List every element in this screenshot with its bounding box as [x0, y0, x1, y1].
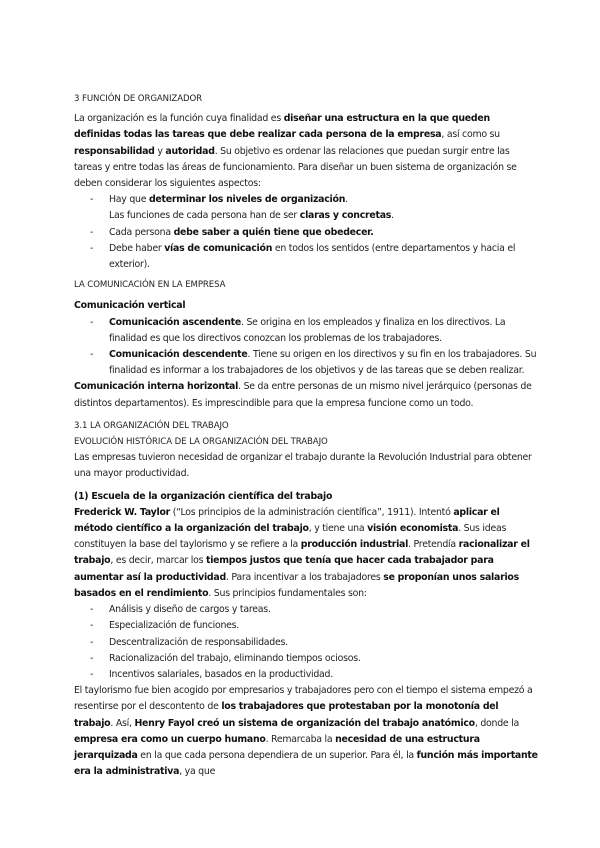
document-content: [74, 91, 538, 780]
section-heading: LA COMUNICACIÓN EN LA EMPRESA: [74, 280, 226, 291]
list-item: - Comunicación ascendente. Se origina en los empleados y finaliza en los directivos. La finalidad es que los directivos conozcan los problemas de los trabajadores.: [90, 316, 506, 344]
list-item: - Comunicación descendente. Tiene su origen en los directivos y su fin en los trabajadores. Su finalidad es informar a los trabajadores de los objetivos y de las tareas que se deben realizar.: [90, 349, 537, 377]
section-heading: 3 FUNCIÓN DE ORGANIZADOR: [74, 94, 203, 104]
list-item: - Análisis y diseño de cargos y tareas.: [90, 604, 271, 616]
list-item: - Incentivos salariales, basados en la productividad.: [90, 668, 333, 680]
list-item: - Descentralización de responsabilidades.: [90, 636, 288, 648]
subheading: (1) Escuela de la organización científica del trabajo: [74, 490, 333, 502]
list-item: - Especialización de funciones.: [90, 620, 240, 632]
paragraph-horizontal: Comunicación interna horizontal. Se da entre personas de un mismo nivel jerárquico (personas de distintos departamentos). Es imprescindible para que la empresa funcione como un todo.: [74, 381, 532, 409]
paragraph-organization: La organización es la función cuya finalidad es diseñar una estructura en la que queden definidas todas las tareas que debe realizar cada persona de la empresa, así como su responsabilidad y autoridad. Su objetivo es ordenar las relaciones que puedan surgir entre las tareas y entre todas las áreas de funcionamiento. Para diseñar un buen sistema de organización se deben considerar los siguientes aspectos:: [74, 113, 517, 190]
paragraph-fayol: El taylorismo fue bien acogido por empresarios y trabajadores pero con el tiempo el sistema empezó a resentirse por el descontento de los trabajadores que protestaban por la monotonía del trabajo. Así, Henry Fayol creó un sistema de organización del trabajo anatómico, donde la empresa era como un cuerpo humano. Remarcaba la necesidad de una estructura jerarquizada en la que cada persona dependiera de un superior. Para él, la función más importante era la administrativa, ya que: [74, 685, 538, 778]
paragraph-evolution: Las empresas tuvieron necesidad de organizar el trabajo durante la Revolución Industrial para obtener una mayor productividad.: [74, 452, 532, 480]
list-item: - Racionalización del trabajo, eliminando tiempos ociosos.: [90, 652, 361, 664]
section-heading: EVOLUCIÓN HISTÓRICA DE LA ORGANIZACIÓN DEL TRABAJO: [74, 437, 328, 448]
subheading: Comunicación vertical: [74, 300, 186, 312]
paragraph-taylor: Frederick W. Taylor (“Los principios de la administración científica”, 1911). Intentó aplicar el método científico a la organización del trabajo, y tiene una visión economista. Sus ideas constituyen la base del taylorismo y se refiere a la producción industrial. Pretendía racionalizar el trabajo, es decir, marcar los tiempos justos que tenía que hacer cada trabajador para aumentar así la productividad. Para incentivar a los trabajadores se proponían unos salarios basados en el rendimiento. Sus principios fundamentales son:: [74, 506, 530, 599]
list-item: - Hay que determinar los niveles de organización.: [90, 194, 348, 206]
section-heading: 3.1 LA ORGANIZACIÓN DEL TRABAJO: [74, 420, 229, 431]
list-item: - Cada persona debe saber a quién tiene que obedecer.: [90, 226, 374, 238]
list-item-continuation: Las funciones de cada persona han de ser claras y concretas.: [109, 210, 394, 222]
list-item: - Debe haber vías de comunicación en todos los sentidos (entre departamentos y hacia el exterior).: [90, 242, 516, 271]
